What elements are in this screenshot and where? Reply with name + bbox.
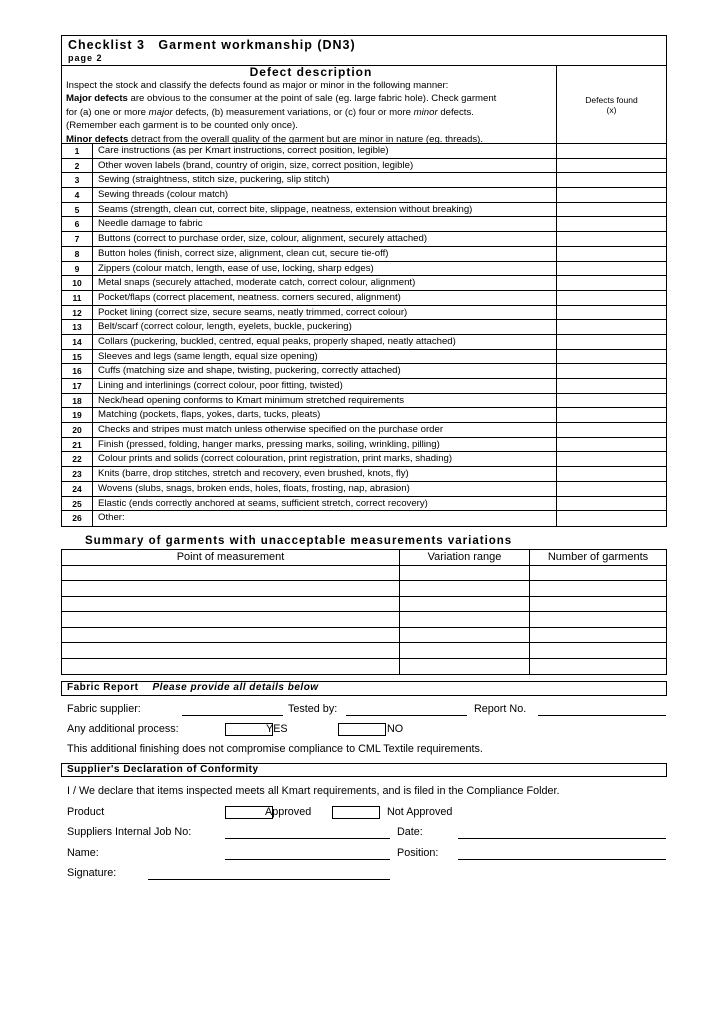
measurement-point-cell[interactable] — [62, 628, 400, 643]
compliance-text: This additional finishing does not compromise compliance to CML Textile requirements. — [67, 743, 483, 755]
job-no-field[interactable] — [225, 838, 390, 839]
checklist-title: Checklist 3 Garment workmanship (DN3) — [68, 38, 356, 52]
defect-row — [62, 350, 666, 365]
defect-found-cell[interactable] — [557, 188, 666, 202]
measurement-point-cell[interactable] — [62, 597, 400, 612]
summary-heading: Summary of garments with unacceptable measurements variations — [85, 535, 513, 547]
defect-row — [62, 335, 666, 350]
defect-found-cell[interactable] — [557, 335, 666, 349]
garment-count-cell[interactable] — [530, 566, 666, 581]
summary-row — [62, 597, 666, 613]
summary-row — [62, 566, 666, 582]
defect-found-cell[interactable] — [557, 306, 666, 320]
defect-found-cell[interactable] — [557, 467, 666, 481]
defect-text: Colour prints and solids (correct colouration, print registration, print marks, shading) — [93, 452, 557, 466]
defect-text: Pocket lining (correct size, secure seams, neatly trimmed, correct colour) — [93, 306, 557, 320]
summary-row — [62, 581, 666, 597]
name-label: Name: — [67, 847, 99, 859]
product-label: Product — [67, 806, 105, 818]
defect-number: 22 — [62, 452, 93, 466]
not-approved-label: Not Approved — [387, 806, 453, 818]
defect-text: Pocket/flaps (correct placement, neatness. corners secured, alignment) — [93, 291, 557, 305]
defect-text: Finish (pressed, folding, hanger marks, pressing marks, soiling, wrinkling, pilling) — [93, 438, 557, 452]
defect-text: Metal snaps (securely attached, moderate catch, correct colour, alignment) — [93, 276, 557, 290]
defect-row — [62, 173, 666, 188]
summary-row — [62, 628, 666, 644]
defect-text: Sewing (straightness, stitch size, puckering, slip stitch) — [93, 173, 557, 187]
signature-label: Signature: — [67, 867, 117, 879]
defect-row — [62, 482, 666, 497]
declaration-statement: I / We declare that items inspected meets all Kmart requirements, and is filed in the Compliance Folder. — [67, 785, 560, 797]
defect-number: 14 — [62, 335, 93, 349]
garment-count-cell[interactable] — [530, 643, 666, 658]
defect-text: Other woven labels (brand, country of origin, size, correct position, legible) — [93, 159, 557, 173]
fabric-report-label: Fabric Report — [67, 682, 139, 693]
measurement-point-cell[interactable] — [62, 581, 400, 596]
defect-number: 2 — [62, 159, 93, 173]
date-label: Date: — [397, 826, 423, 838]
defect-row — [62, 276, 666, 291]
defect-row — [62, 188, 666, 203]
measurement-point-cell[interactable] — [62, 659, 400, 675]
defect-found-cell[interactable] — [557, 262, 666, 276]
defect-description-heading: Defect description — [249, 65, 373, 79]
defect-row — [62, 291, 666, 306]
defect-found-cell[interactable] — [557, 438, 666, 452]
minor-defects-label: Minor defects — [66, 133, 129, 145]
position-field[interactable] — [458, 859, 666, 860]
defect-instructions — [62, 65, 557, 143]
defect-found-cell[interactable] — [557, 291, 666, 305]
defect-number: 6 — [62, 217, 93, 231]
defect-row — [62, 232, 666, 247]
summary-row — [62, 612, 666, 628]
defect-found-cell[interactable] — [557, 364, 666, 378]
intro-line-1: Inspect the stock and classify the defects found as major or minor in the following manner: — [66, 80, 449, 91]
defect-found-cell[interactable] — [557, 232, 666, 246]
checklist-header — [61, 35, 667, 66]
defect-row — [62, 159, 666, 174]
defect-number: 16 — [62, 364, 93, 378]
defect-text: Wovens (slubs, snags, broken ends, holes, floats, frosting, nap, abrasion) — [93, 482, 557, 496]
defect-row — [62, 379, 666, 394]
summary-table — [61, 549, 667, 675]
defect-number: 12 — [62, 306, 93, 320]
variation-range-cell[interactable] — [400, 581, 530, 596]
defect-table — [61, 65, 667, 527]
defect-number: 13 — [62, 320, 93, 334]
fabric-supplier-field[interactable] — [182, 715, 283, 716]
defects-found-sub: (x) — [606, 105, 617, 115]
intro-line-4: (Remember each garment is to be counted only once). — [66, 120, 298, 132]
defect-intro — [62, 65, 666, 144]
summary-row — [62, 643, 666, 659]
yes-label: YES — [266, 723, 288, 735]
summary-rows — [62, 566, 666, 675]
defect-found-cell[interactable] — [557, 203, 666, 217]
measurement-point-cell[interactable] — [62, 566, 400, 581]
defect-found-cell[interactable] — [557, 394, 666, 408]
variation-range-cell[interactable] — [400, 566, 530, 581]
measurement-point-cell[interactable] — [62, 612, 400, 627]
summary-row — [62, 659, 666, 675]
defect-text: Checks and stripes must match unless otherwise specified on the purchase order — [93, 423, 557, 437]
defect-text: Matching (pockets, flaps, yokes, darts, tucks, pleats) — [93, 408, 557, 422]
defect-number: 7 — [62, 232, 93, 246]
defect-number: 1 — [62, 144, 93, 158]
measurement-point-cell[interactable] — [62, 643, 400, 658]
intro-line-3: for (a) one or more major defects, (b) measurement variations, or (c) four or more minor defects. — [66, 106, 474, 118]
defect-found-cell[interactable] — [557, 423, 666, 437]
defect-found-cell[interactable] — [557, 408, 666, 422]
defect-number: 21 — [62, 438, 93, 452]
summary-header-row — [62, 550, 666, 566]
defect-text: Elastic (ends correctly anchored at seams, sufficient stretch, correct recovery) — [93, 497, 557, 511]
defect-row — [62, 364, 666, 379]
defect-row — [62, 438, 666, 453]
no-label: NO — [387, 723, 404, 735]
defect-row — [62, 394, 666, 409]
defect-number: 17 — [62, 379, 93, 393]
defect-text: Sleeves and legs (same length, equal size opening) — [93, 350, 557, 364]
approved-label: Approved — [265, 806, 312, 818]
defect-row — [62, 452, 666, 467]
defect-number: 23 — [62, 467, 93, 481]
page-number: page 2 — [68, 53, 103, 63]
defect-text: Zippers (colour match, length, ease of use, locking, sharp edges) — [93, 262, 557, 276]
declaration-bar: Supplier's Declaration of Conformity — [61, 763, 667, 777]
defect-number: 4 — [62, 188, 93, 202]
name-field[interactable] — [225, 859, 390, 860]
defect-found-cell[interactable] — [557, 497, 666, 511]
defect-found-cell[interactable] — [557, 276, 666, 290]
defect-number: 19 — [62, 408, 93, 422]
col-number-of-garments: Number of garments — [547, 551, 649, 563]
defect-found-cell[interactable] — [557, 511, 666, 526]
tested-by-label: Tested by: — [288, 703, 338, 715]
major-defects-label: Major defects — [66, 93, 128, 105]
defect-number: 3 — [62, 173, 93, 187]
defect-found-cell[interactable] — [557, 247, 666, 261]
defect-text: Cuffs (matching size and shape, twisting, puckering, correctly attached) — [93, 364, 557, 378]
defect-found-cell[interactable] — [557, 350, 666, 364]
defect-number: 24 — [62, 482, 93, 496]
defects-found-label: Defects found — [585, 95, 638, 105]
tested-by-field[interactable] — [346, 715, 467, 716]
defect-found-cell[interactable] — [557, 452, 666, 466]
defect-found-cell[interactable] — [557, 379, 666, 393]
defect-text: Knits (barre, drop stitches, stretch and recovery, even brushed, knots, fly) — [93, 467, 557, 481]
defect-row — [62, 408, 666, 423]
defect-text: Other: — [93, 511, 557, 526]
defect-row — [62, 144, 666, 159]
defect-number: 9 — [62, 262, 93, 276]
defect-number: 11 — [62, 291, 93, 305]
defect-text: Collars (puckering, buckled, centred, equal peaks, properly shaped, neatly attached) — [93, 335, 557, 349]
defect-row — [62, 247, 666, 262]
defect-rows — [62, 144, 666, 526]
defect-row — [62, 511, 666, 526]
defect-text: Buttons (correct to purchase order, size, colour, alignment, securely attached) — [93, 232, 557, 246]
garment-count-cell[interactable] — [530, 612, 666, 627]
defect-row — [62, 423, 666, 438]
defect-number: 8 — [62, 247, 93, 261]
defect-found-cell[interactable] — [557, 173, 666, 187]
defect-found-cell[interactable] — [557, 320, 666, 334]
defect-text: Button holes (finish, correct size, alignment, clean cut, secure tie-off) — [93, 247, 557, 261]
variation-range-cell[interactable] — [400, 612, 530, 627]
defect-row — [62, 497, 666, 512]
garment-count-cell[interactable] — [530, 581, 666, 596]
defect-text: Sewing threads (colour match) — [93, 188, 557, 202]
defect-row — [62, 262, 666, 277]
defect-text: Neck/head opening conforms to Kmart minimum stretched requirements — [93, 394, 557, 408]
garment-count-cell[interactable] — [530, 659, 666, 675]
fabric-report-note: Please provide all details below — [152, 682, 319, 693]
intro-line-2: Major defects are obvious to the consumer at the point of sale (eg. large fabric hole). Check garment — [66, 93, 497, 105]
col-point-of-measurement: Point of measurement — [62, 550, 400, 565]
position-label: Position: — [397, 847, 439, 859]
defect-text: Lining and interlinings (correct colour, poor fitting, twisted) — [93, 379, 557, 393]
defect-row — [62, 320, 666, 335]
defect-text: Care instructions (as per Kmart instructions, correct position, legible) — [93, 144, 557, 158]
garment-count-cell[interactable] — [530, 628, 666, 643]
defect-number: 18 — [62, 394, 93, 408]
variation-range-cell[interactable] — [400, 597, 530, 612]
job-no-label: Suppliers Internal Job No: — [67, 826, 192, 838]
defect-row — [62, 217, 666, 232]
defect-row — [62, 306, 666, 321]
defect-found-cell[interactable] — [557, 482, 666, 496]
defect-found-cell[interactable] — [557, 144, 666, 158]
defect-found-cell[interactable] — [557, 159, 666, 173]
defect-text: Belt/scarf (correct colour, length, eyelets, buckle, puckering) — [93, 320, 557, 334]
defect-number: 25 — [62, 497, 93, 511]
defect-number: 5 — [62, 203, 93, 217]
variation-range-cell[interactable] — [400, 659, 530, 675]
defect-number: 26 — [62, 511, 93, 526]
defect-number: 20 — [62, 423, 93, 437]
report-no-label: Report No. — [474, 703, 527, 715]
defect-row — [62, 467, 666, 482]
defect-number: 15 — [62, 350, 93, 364]
not-approved-checkbox[interactable] — [332, 806, 380, 819]
defect-number: 10 — [62, 276, 93, 290]
signature-field[interactable] — [148, 879, 390, 880]
fabric-supplier-label: Fabric supplier: — [67, 703, 141, 715]
no-checkbox[interactable] — [338, 723, 386, 736]
additional-process-label: Any additional process: — [67, 723, 179, 735]
col-variation-range: Variation range — [400, 550, 530, 565]
report-no-field[interactable] — [538, 715, 666, 716]
defect-text: Needle damage to fabric — [93, 217, 557, 231]
defects-found-header — [557, 65, 666, 143]
date-field[interactable] — [458, 838, 666, 839]
defect-text: Seams (strength, clean cut, correct bite, slippage, neatness, extension without breaking) — [93, 203, 557, 217]
variation-range-cell[interactable] — [400, 628, 530, 643]
fabric-report-bar — [61, 681, 667, 696]
intro-line-5: Minor defects detract from the overall quality of the garment but are minor in nature (eg. threads). — [66, 133, 483, 145]
defect-found-cell[interactable] — [557, 217, 666, 231]
variation-range-cell[interactable] — [400, 643, 530, 658]
garment-count-cell[interactable] — [530, 597, 666, 612]
defect-row — [62, 203, 666, 218]
